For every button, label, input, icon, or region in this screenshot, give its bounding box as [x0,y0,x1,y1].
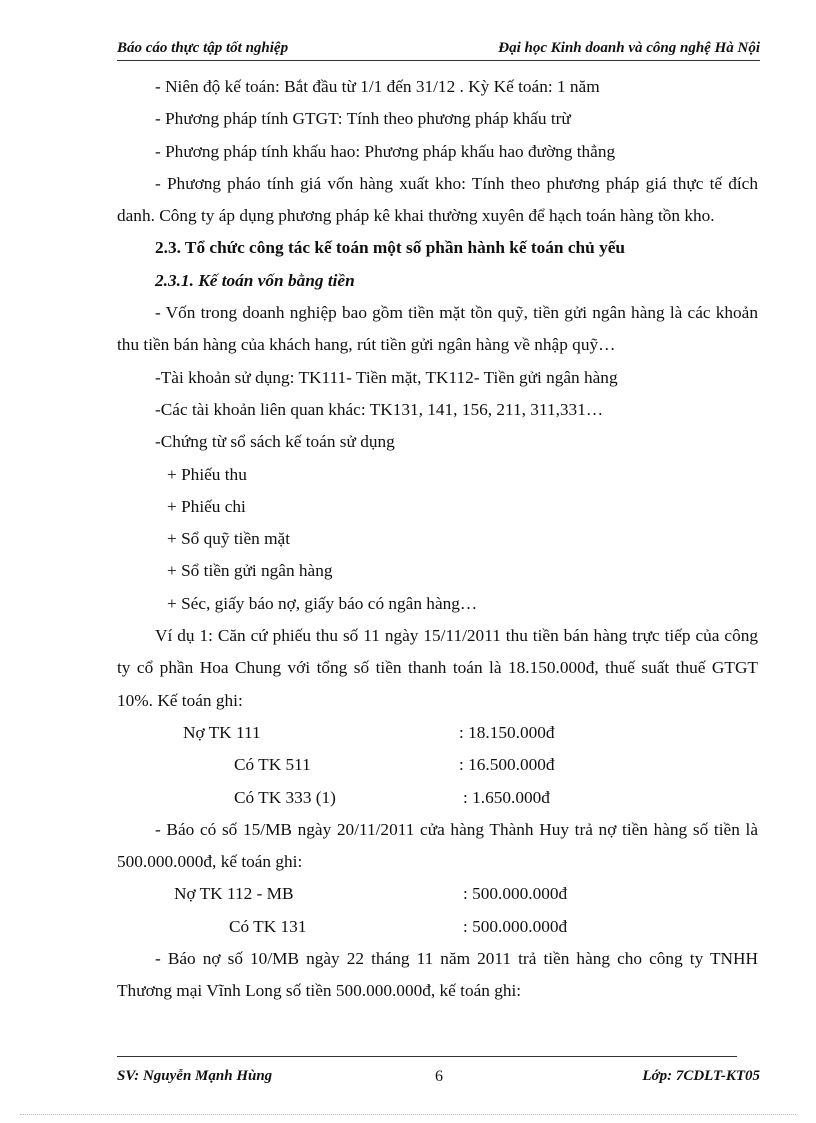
paragraph-example-2: - Báo có số 15/MB ngày 20/11/2011 cửa hàng Thành Huy trả nợ tiền hàng số tiền là 500.000.000đ, kế toán ghi: [117,819,758,872]
page-header [117,38,760,61]
list-item: + Séc, giấy báo nợ, giấy báo có ngân hàng… [167,593,478,613]
paragraph-cost-method: - Phương pháo tính giá vốn hàng xuất kho: Tính theo phương pháp giá thực tế đích danh. Công ty áp dụng phương pháp kê khai thường xuyên để hạch toán hàng tồn kho. [117,173,758,226]
paragraph-related-accounts: -Các tài khoản liên quan khác: TK131, 141, 156, 211, 311,331… [155,399,604,419]
entry-account: Có TK 131 [229,916,307,936]
entry-account: Có TK 333 (1) [234,787,336,807]
entry-account: Có TK 511 [234,755,311,775]
journal-entry [117,782,758,814]
paragraph-documents: -Chứng từ sổ sách kế toán sử dụng [155,432,395,452]
header-report-title: Báo cáo thực tập tốt nghiệp [117,40,289,56]
footer-student: SV: Nguyễn Mạnh Hùng [117,1068,273,1084]
journal-entry [117,717,758,749]
journal-entry [117,911,758,943]
entry-account: Nợ TK 111 [183,722,261,742]
paragraph-fiscal-year: - Niên độ kế toán: Bắt đầu từ 1/1 đến 31/12 . Kỳ Kế toán: 1 năm [155,77,600,96]
paragraph-example-1: Ví dụ 1: Căn cứ phiếu thu số 11 ngày 15/11/2011 thu tiền bán hàng trực tiếp của công ty cổ phần Hoa Chung với tổng số tiền thanh toán là 18.150.000đ, thuế suất thuế GTGT 10%. Kế toán ghi: [117,626,758,710]
subsection-heading: 2.3.1. Kế toán vốn bằng tiền [155,270,355,290]
entry-amount: : 500.000.000đ [463,884,568,904]
page-number: 6 [435,1068,443,1085]
entry-account: Nợ TK 112 - MB [174,884,294,904]
paragraph-example-3: - Báo nợ số 10/MB ngày 22 tháng 11 năm 2011 trả tiền hàng cho công ty TNHH Thương mại Vĩnh Long số tiền 500.000.000đ, kế toán ghi: [117,949,758,1001]
section-heading: 2.3. Tổ chức công tác kế toán một số phần hành kế toán chủ yếu [155,238,625,258]
header-university: Đại học Kinh doanh và công nghệ Hà Nội [498,40,760,56]
journal-entry [117,749,758,781]
paragraph-accounts-used: -Tài khoản sử dụng: TK111- Tiền mặt, TK112- Tiền gửi ngân hàng [155,367,618,387]
list-item: + Phiếu chi [167,496,246,516]
entry-amount: : 16.500.000đ [459,755,555,775]
list-item: + Sổ tiền gửi ngân hàng [167,561,333,581]
entry-amount: : 18.150.000đ [459,722,555,742]
paragraph-cash-capital: - Vốn trong doanh nghiệp bao gồm tiền mặt tồn quỹ, tiền gửi ngân hàng là các khoản thu tiền bán hàng của khách hang, rút tiền gửi ngân hàng về nhập quỹ… [117,303,758,355]
list-item: + Phiếu thu [167,464,247,484]
paragraph-depreciation: - Phương pháp tính khấu hao: Phương pháp khấu hao đường thẳng [155,141,616,161]
paragraph-vat-method: - Phương pháp tính GTGT: Tính theo phương pháp khấu trừ [155,109,571,129]
page-footer [117,1068,760,1090]
list-item: + Sổ quỹ tiền mặt [167,529,291,549]
document-body [117,71,758,1008]
footer-class: Lớp: 7CDLT-KT05 [642,1068,760,1084]
footer-divider [117,1056,737,1057]
page-edge-divider [20,1114,796,1115]
entry-amount: : 1.650.000đ [463,787,550,807]
entry-amount: : 500.000.000đ [463,916,568,936]
journal-entry [117,878,758,910]
